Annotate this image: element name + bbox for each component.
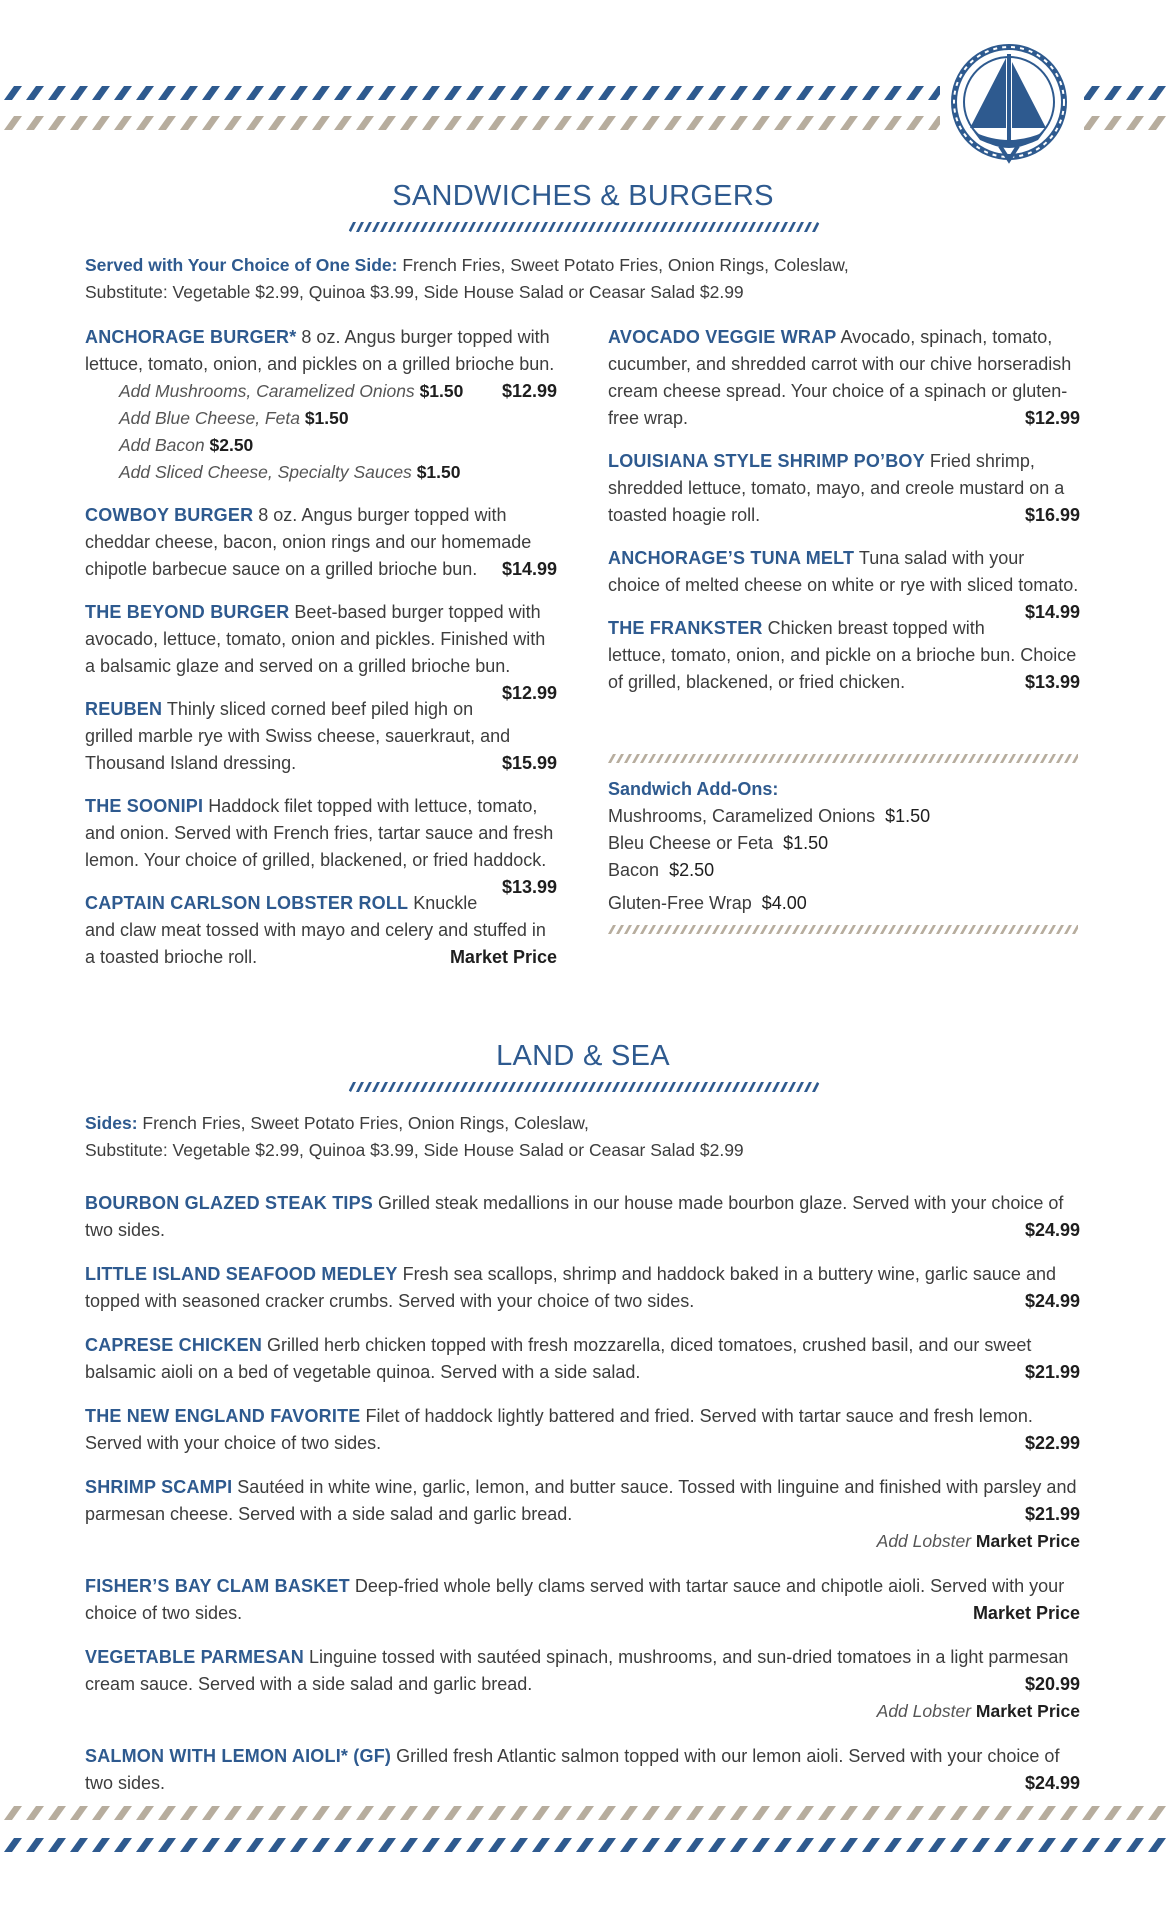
addon-line (608, 830, 1080, 857)
menu-item-price: $21.99 (1024, 1504, 1080, 1524)
addons-title: Sandwich Add-Ons: (608, 779, 779, 799)
menu-item-description: Avocado, spinach, tomato, cucumber, and shredded carrot with our chive horseradish cream cheese spread. Your choice of a spinach or gluten-free wrap. (608, 327, 1072, 428)
menu-item-name: CAPTAIN CARLSON LOBSTER ROLL (85, 893, 409, 913)
add-lobster-option (85, 1698, 1080, 1725)
menu-item-description: Grilled steak medallions in our house made bourbon glaze. Served with your choice of two sides. (85, 1193, 1064, 1240)
menu-item-name: ANCHORAGE BURGER* (85, 327, 297, 347)
sailboat-rope-emblem-icon (948, 40, 1070, 164)
sandwiches-title-rope-divider (348, 222, 820, 232)
menu-item-name: FISHER’S BAY CLAM BASKET (85, 1576, 350, 1596)
menu-item (85, 1644, 1080, 1725)
sandwiches-substitute-text: Substitute: Vegetable $2.99, Quinoa $3.99, Side House Salad or Ceasar Salad $2.99 (85, 282, 744, 302)
menu-item (608, 448, 1080, 529)
menu-item-price: $24.99 (1024, 1773, 1080, 1793)
menu-item-price: $21.99 (1024, 1362, 1080, 1382)
menu-item (85, 1190, 1080, 1244)
menu-item (608, 324, 1080, 432)
menu-item-price: $12.99 (501, 381, 557, 401)
menu-item-name: THE BEYOND BURGER (85, 602, 290, 622)
addons-gluten-free-wrap (608, 890, 1080, 917)
menu-item-name: THE NEW ENGLAND FAVORITE (85, 1406, 361, 1426)
menu-item (608, 545, 1080, 622)
add-lobster-price: Market Price (975, 1531, 1080, 1551)
land-sea-items (85, 1190, 1080, 1814)
menu-item-price: $15.99 (501, 753, 557, 773)
add-lobster-option (85, 1528, 1080, 1555)
menu-item (85, 1573, 1080, 1627)
menu-item-description: Grilled herb chicken topped with fresh mozzarella, diced tomatoes, crushed basil, and our sweet balsamic aioli on a bed of vegetable quinoa. Served with a side salad. (85, 1335, 1032, 1382)
burger-addon-price: $1.50 (419, 381, 464, 401)
menu-item-name: SHRIMP SCAMPI (85, 1477, 233, 1497)
menu-item (85, 1332, 1080, 1386)
menu-item (85, 1474, 1080, 1555)
addon-line-price: $2.50 (669, 860, 715, 880)
menu-item (85, 599, 557, 703)
land-sea-sides-label: Sides: (85, 1113, 138, 1133)
menu-item (85, 502, 557, 583)
menu-item-description: Haddock filet topped with lettuce, tomato, and onion. Served with French fries, tartar sauce and fresh lemon. Your choice of grilled, blackened, or fried haddock. (85, 796, 554, 870)
land-sea-section-title: LAND & SEA (496, 1040, 670, 1072)
menu-item-price: $13.99 (501, 877, 557, 897)
bottom-navy-stripe (0, 1838, 1166, 1852)
addons-wrap-price: $4.00 (761, 893, 807, 913)
menu-item-price: Market Price (449, 947, 557, 967)
menu-item-price: $24.99 (1024, 1291, 1080, 1311)
land-sea-sides-text: French Fries, Sweet Potato Fries, Onion Rings, Coleslaw, (142, 1113, 589, 1133)
burger-addon-label: Add Mushrooms, Caramelized Onions (119, 381, 415, 401)
add-lobster-label: Add Lobster (876, 1701, 972, 1721)
menu-item-name: LITTLE ISLAND SEAFOOD MEDLEY (85, 1264, 398, 1284)
menu-item-name: CAPRESE CHICKEN (85, 1335, 263, 1355)
menu-item-name: REUBEN (85, 699, 163, 719)
menu-item-description: Fresh sea scallops, shrimp and haddock baked in a buttery wine, garlic sauce and topped with seasoned cracker crumbs. Served with your choice of two sides. (85, 1264, 1056, 1311)
burger-addon-price: $1.50 (304, 408, 349, 428)
menu-item-description: Linguine tossed with sautéed spinach, mushrooms, and sun-dried tomatoes in a light parmesan cream sauce. Served with a side salad and garlic bread. (85, 1647, 1069, 1694)
menu-item-price: $14.99 (1024, 602, 1080, 622)
menu-item (85, 890, 557, 971)
menu-item-description: Knuckle and claw meat tossed with mayo and celery and stuffed in a toasted brioche roll. (85, 893, 546, 967)
menu-item-price: Market Price (972, 1603, 1080, 1623)
addon-line-label: Bacon (608, 860, 660, 880)
addons-wrap-label: Gluten-Free Wrap (608, 893, 752, 913)
menu-item (85, 1403, 1080, 1457)
burger-addon (85, 459, 557, 486)
sandwiches-sides-text: French Fries, Sweet Potato Fries, Onion Rings, Coleslaw, (402, 255, 849, 275)
sandwiches-sides-intro (85, 252, 1085, 306)
menu-item (85, 793, 557, 897)
addon-line (608, 803, 1080, 830)
addons-top-rope-divider (608, 754, 1078, 763)
menu-item-name: SALMON WITH LEMON AIOLI* (GF) (85, 1746, 392, 1766)
menu-item-price: $12.99 (1024, 408, 1080, 428)
menu-item-price: $20.99 (1024, 1674, 1080, 1694)
burger-addon-price: $2.50 (209, 435, 254, 455)
menu-item-price: $14.99 (501, 559, 557, 579)
menu-item (85, 1743, 1080, 1797)
menu-item-description: 8 oz. Angus burger topped with lettuce, tomato, onion, and pickles on a grilled brioche bun. (85, 327, 555, 374)
menu-item-description: 8 oz. Angus burger topped with cheddar cheese, bacon, onion rings and our homemade chipotle barbecue sauce on a grilled brioche bun. (85, 505, 532, 579)
addon-line-label: Bleu Cheese or Feta (608, 833, 774, 853)
burger-addon-label: Add Sliced Cheese, Specialty Sauces (119, 462, 412, 482)
sandwiches-section-title: SANDWICHES & BURGERS (392, 180, 774, 212)
menu-item-name: ANCHORAGE’S TUNA MELT (608, 548, 855, 568)
sandwich-addons-box (608, 750, 1080, 939)
menu-item-price: $12.99 (501, 683, 557, 703)
burger-addon-label: Add Bacon (119, 435, 205, 455)
burger-addon (85, 432, 557, 459)
menu-item-description: Beet-based burger topped with avocado, lettuce, tomato, onion and pickles. Finished with a balsamic glaze and served on a grilled brioche bun. (85, 602, 546, 676)
bottom-tan-stripe (0, 1806, 1166, 1820)
menu-item-description: Fried shrimp, shredded lettuce, tomato, mayo, and creole mustard on a toasted hoagie roll. (608, 451, 1065, 525)
burger-addons-list (85, 378, 557, 486)
menu-item-price: $22.99 (1024, 1433, 1080, 1453)
menu-item-description: Deep-fried whole belly clams served with tartar sauce and chipotle aioli. Served with your choice of two sides. (85, 1576, 1065, 1623)
menu-item-price: $16.99 (1024, 505, 1080, 525)
addon-line-price: $1.50 (885, 806, 931, 826)
add-lobster-price: Market Price (975, 1701, 1080, 1721)
land-sea-title-rope-divider (348, 1082, 820, 1092)
sandwiches-right-column (608, 324, 1080, 712)
menu-item-description: Tuna salad with your choice of melted cheese on white or rye with sliced tomato. (608, 548, 1079, 595)
menu-item (608, 615, 1080, 696)
menu-item-name: AVOCADO VEGGIE WRAP (608, 327, 837, 347)
menu-item-description: Grilled fresh Atlantic salmon topped with our lemon aioli. Served with your choice of two sides. (85, 1746, 1060, 1793)
burger-addon-price: $1.50 (416, 462, 461, 482)
burger-addon (85, 405, 557, 432)
sandwiches-left-column (85, 324, 557, 987)
menu-item (85, 696, 557, 777)
land-sea-substitute-text: Substitute: Vegetable $2.99, Quinoa $3.99, Side House Salad or Ceasar Salad $2.99 (85, 1140, 744, 1160)
menu-item-description: Filet of haddock lightly battered and fried. Served with tartar sauce and fresh lemon. Served with your choice of two sides. (85, 1406, 1033, 1453)
menu-item-name: LOUISIANA STYLE SHRIMP PO’BOY (608, 451, 925, 471)
menu-item-name: THE FRANKSTER (608, 618, 763, 638)
sandwiches-sides-label: Served with Your Choice of One Side: (85, 255, 398, 275)
addon-line-price: $1.50 (783, 833, 829, 853)
burger-addon (85, 378, 557, 405)
menu-item-description: Sautéed in white wine, garlic, lemon, and butter sauce. Tossed with linguine and finished with parsley and parmesan cheese. Served with a side salad and garlic bread. (85, 1477, 1077, 1524)
menu-item-name: THE SOONIPI (85, 796, 204, 816)
menu-item-description: Thinly sliced corned beef piled high on grilled marble rye with Swiss cheese, sauerkraut, and Thousand Island dressing. (85, 699, 511, 773)
menu-item-price: $24.99 (1024, 1220, 1080, 1240)
add-lobster-label: Add Lobster (876, 1531, 972, 1551)
land-sea-sides-intro (85, 1110, 1085, 1164)
menu-item (85, 1261, 1080, 1315)
menu-item-name: COWBOY BURGER (85, 505, 254, 525)
addons-bottom-rope-divider (608, 925, 1078, 934)
addon-line (608, 857, 1080, 884)
menu-item-name: BOURBON GLAZED STEAK TIPS (85, 1193, 374, 1213)
menu-item-name: VEGETABLE PARMESAN (85, 1647, 304, 1667)
burger-addon-label: Add Blue Cheese, Feta (119, 408, 300, 428)
menu-item-description: Chicken breast topped with lettuce, tomato, onion, and pickle on a brioche bun. Choice of grilled, blackened, or fried chicken. (608, 618, 1077, 692)
menu-item-price: $13.99 (1024, 672, 1080, 692)
addon-line-label: Mushrooms, Caramelized Onions (608, 806, 876, 826)
